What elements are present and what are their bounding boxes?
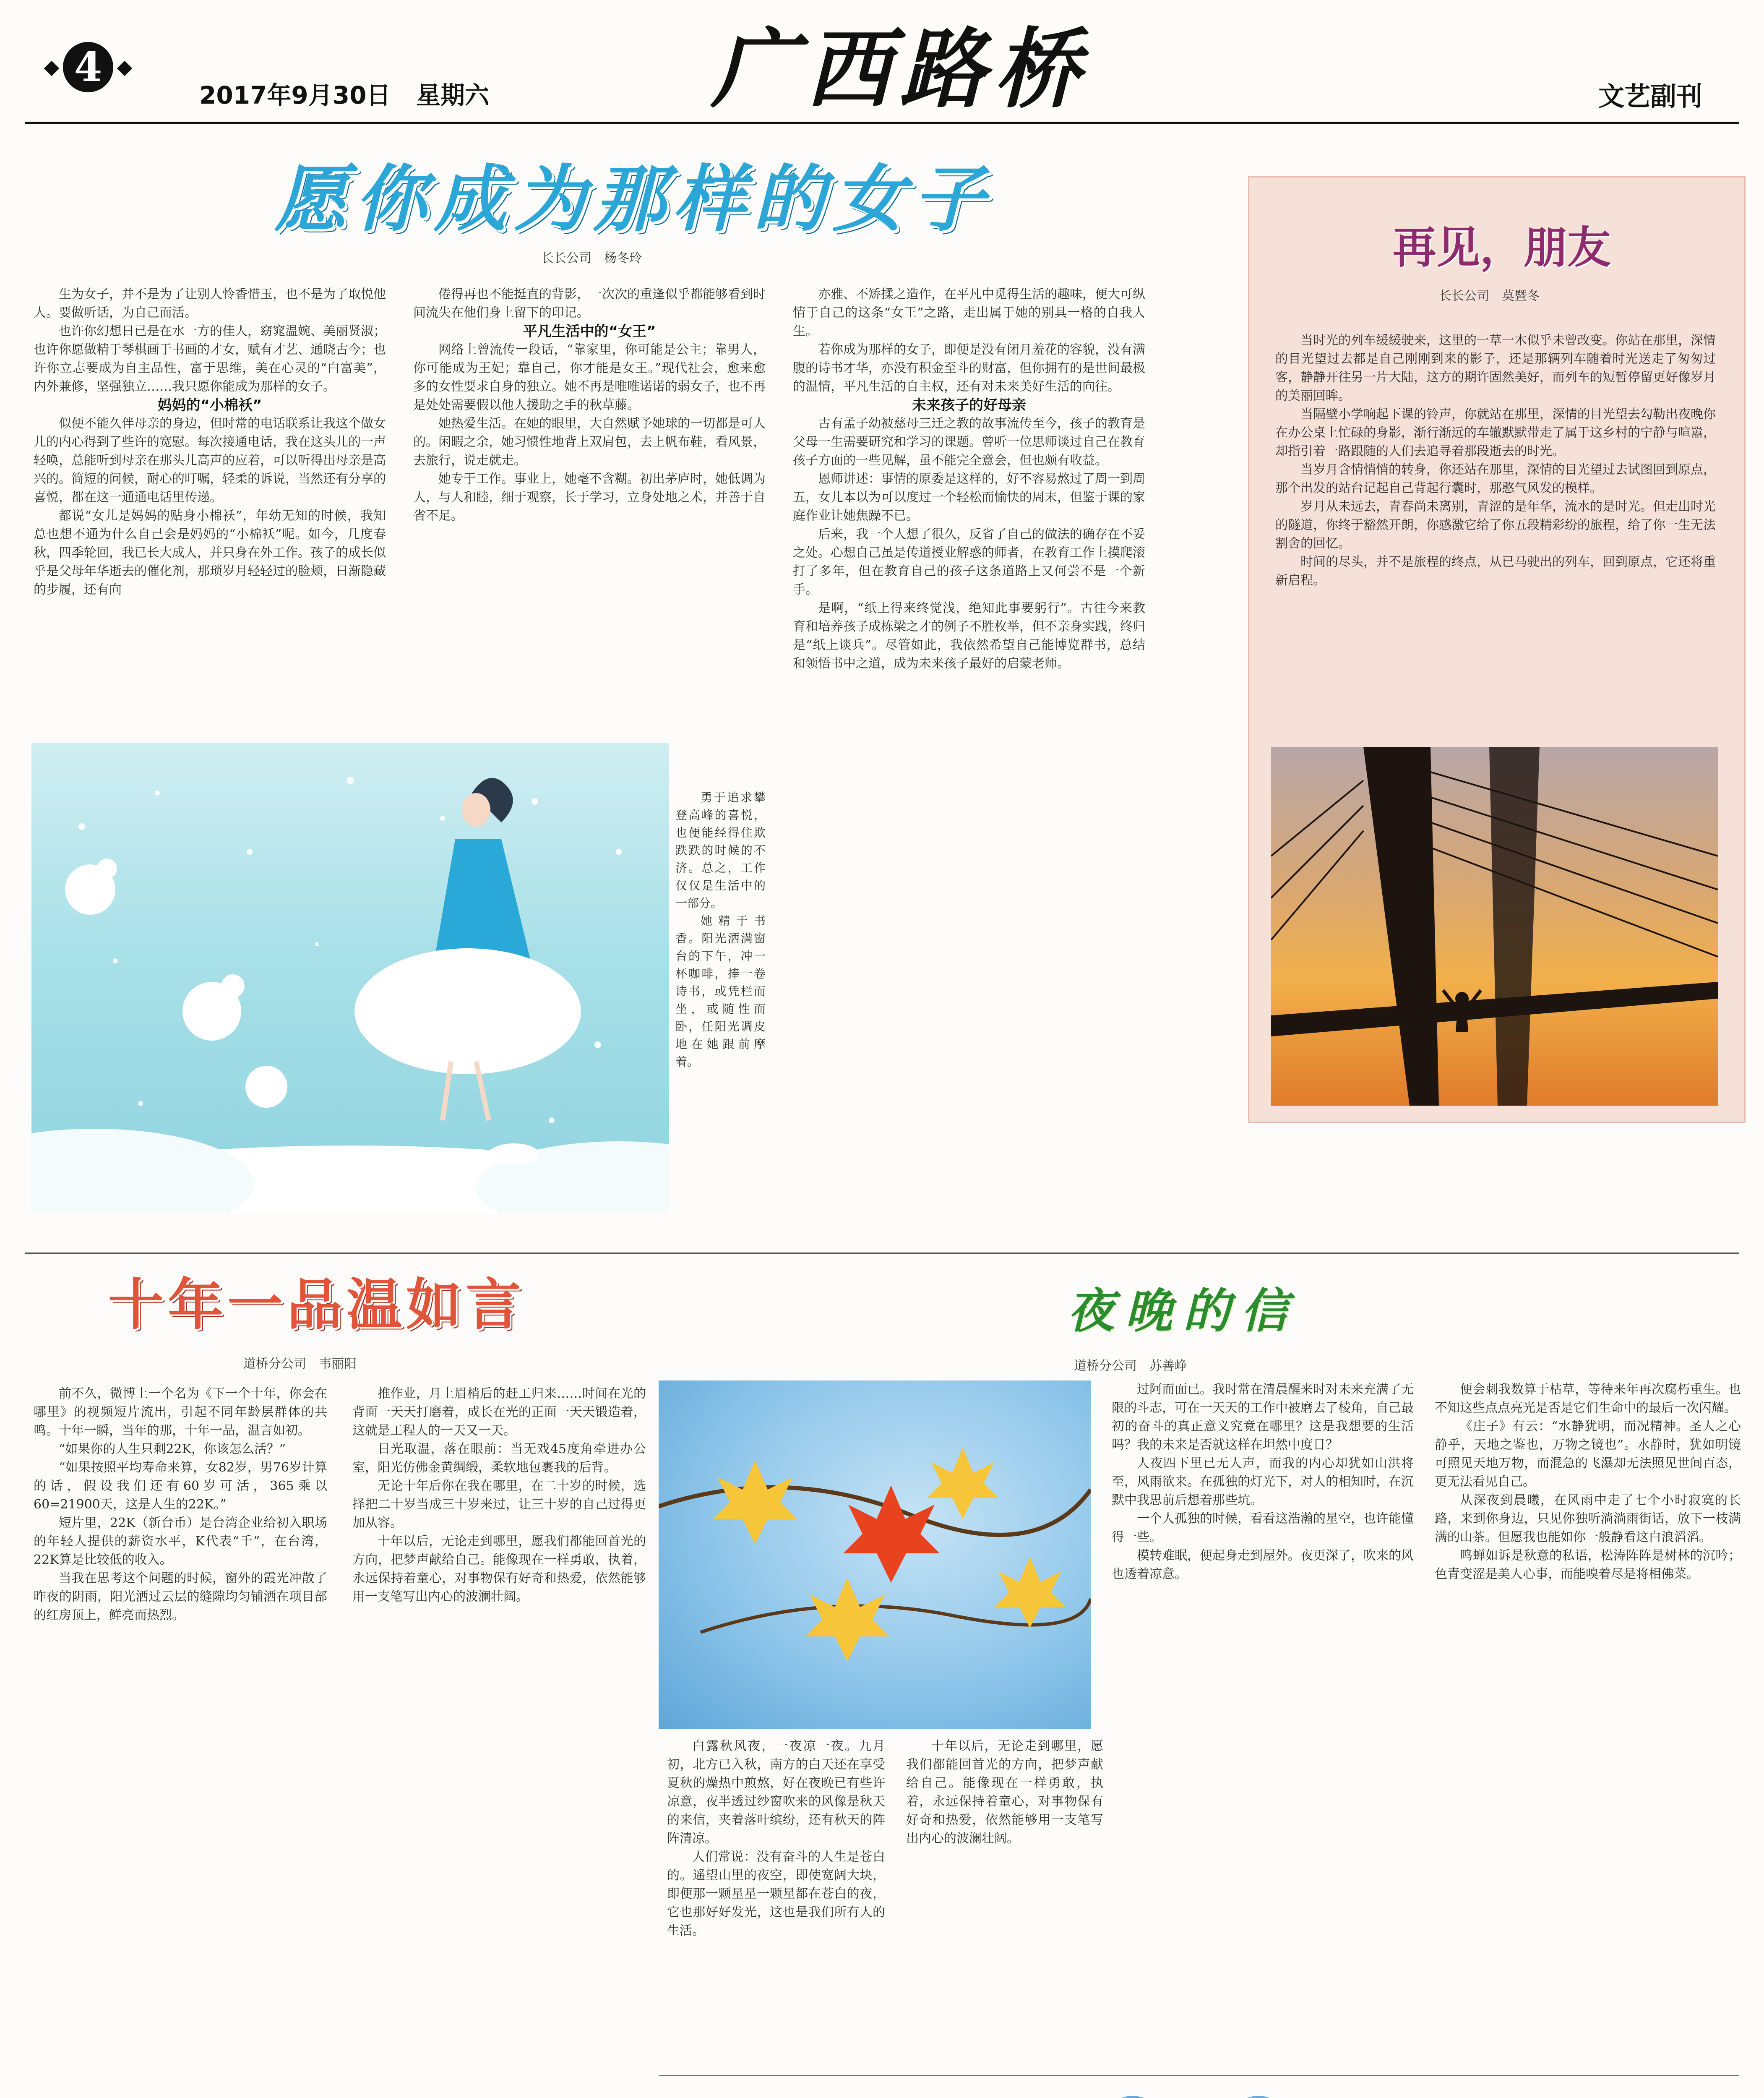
paragraph: 都说“女儿是妈妈的贴身小棉袄”，年幼无知的时候，我知总也想不通为什么自己会是妈妈的“小棉袄”呢。如今，几度春秋，四季轮回，我已长大成人，并只身在外工作。孩子的成长似乎是父母年华逝去的催化剂，那琐岁月轻轻过的脸颊，日渐隐藏的步履，还有向: [34, 509, 386, 597]
paragraph: 恩师讲述：事情的原委是这样的，好不容易熬过了周一到周五，女儿本以为可以度过一个轻松而愉快的周末，但鉴于课的家庭作业让她焦躁不已。: [793, 472, 1145, 523]
section-name: 文艺副刊: [1598, 81, 1703, 112]
paragraph: 一个人孤独的时候，看看这浩瀚的星空，也许能懂得一些。: [1112, 1511, 1414, 1545]
paragraph: 模转难眠，便起身走到屋外。夜更深了，吹来的风也透着凉意。: [1112, 1548, 1414, 1581]
date-text: 2017年9月30日: [199, 81, 391, 110]
masthead: 广西路桥: [711, 19, 1089, 120]
article4-column-3: [1112, 1380, 1414, 2064]
page-number: 4: [63, 42, 113, 92]
paragraph: 她热爱生活。在她的眼里，大自然赋予她球的一切都是可人的。闲暇之余，她习惯性地背上双肩包，去上帆布鞋，看风景，去旅行，说走就走。: [413, 416, 766, 468]
paragraph: 《庄子》有云：“水静犹明，而况精神。圣人之心静乎，天地之鉴也，万物之镜也”。水静时，犹如明镜可照见天地万物，而混急的飞瀑却无法照见世间百态，更无法看见自己。: [1435, 1419, 1741, 1489]
byline-night-letter: 道桥分公司 苏善峥: [1074, 1359, 1187, 1373]
article-title-bridgeman: [1087, 2088, 1313, 2098]
paragraph: 她精于书香。阳光洒满窗台的下午，冲一杯咖啡，捧一卷诗书，或凭栏而坐，或随性而卧，任阳光调皮地在她跟前摩着。: [675, 914, 766, 1069]
paragraph: 岁月从未远去，青春尚未离别，青涩的是年华，流水的是时光。但走出时光的隧道，你终于豁然开朗，你感激它给了你五段精彩纷的旅程，给了你一生无法割舍的回忆。: [1275, 499, 1716, 551]
paragraph: 短片里，22K（新台币）是台湾企业给初入职场的年轻人提供的薪资水平，K代表“千”，在台湾，22K算是比较低的收入。: [34, 1516, 327, 1567]
byline-tenyears: 道桥分公司 韦丽阳: [243, 1357, 357, 1371]
paragraph: 是啊，“纸上得来终觉浅，绝知此事要躬行”。古往今来教育和培养孩子成栋梁之才的例子不胜枚举，但不亲身实践，终归是“纸上谈兵”。尽管如此，我依然希望自己能博览群书，总结和领悟书中之道，成为未来孩子最好的启蒙老师。: [793, 601, 1145, 671]
paragraph: 十年以后，无论走到哪里，愿我们都能回首光的方向，把梦声献给自己。能像现在一样勇敢，执着，永远保持着童心，对事物保有好奇和热爱，依然能够用一支笔写出内心的波澜壮阔。: [906, 1739, 1103, 1846]
diamond-right-icon: [117, 61, 133, 76]
diamond-left-icon: [44, 61, 60, 76]
paragraph: 鸣蝉如诉是秋意的私语，松涛阵阵是树林的沉吟；色青变涩是美人心事，而能嗅着尽是将相佛菜。: [1435, 1548, 1741, 1581]
issue-date: [199, 76, 489, 111]
paragraph: 当隔壁小学响起下课的铃声，你就站在那里，深情的目光望去勾勒出夜晚你在办公桌上忙碌的身影，渐行渐远的车辙默默带走了属于这乡村的宁静与喧嚣，却指引着一路跟随的人们去追寻着那段逝去的时光。: [1275, 407, 1716, 459]
autumn-maple-photo: [659, 1380, 1091, 1729]
article1-column-2b: [675, 789, 766, 1234]
article-title-night-letter: 夜晚的信: [1067, 1284, 1299, 1339]
paragraph: 也许你幻想日已是在水一方的佳人，窈窕温婉、美丽贤淑；也许你愿做精于琴棋画于书画的才女，赋有才艺、通晓古今；也许你立志要成为自主品性，富于思维，美在心灵的“白富美”，内外兼修，坚强独立……我只愿你能成为那样的女子。: [34, 324, 386, 394]
paragraph: 前不久，微博上一个名为《下一个十年，你会在哪里》的视频短片流出，引起不同年龄层群体的共鸣。十年一瞬，当年的那，十年一品，温言如初。: [34, 1386, 327, 1438]
weekday-text: 星期六: [416, 81, 490, 110]
bridge-silhouette-icon: [1271, 747, 1718, 1106]
header-rule: [25, 122, 1739, 124]
paragraph: 她专于工作。事业上，她毫不含糊。初出茅庐时，她低调为人，与人和睦，细于观察，长于学习，立身处地之术，并善于自省不足。: [413, 472, 766, 523]
paragraph: 古有孟子幼被慈母三迁之教的故事流传至今，孩子的教育是父母一生需要研究和学习的课题。曾听一位思师谈过自己在教育孩子方面的一些见解，虽不能完全意会，但也颇有收益。: [793, 416, 1145, 468]
paragraph: 倦得再也不能挺直的背影，一次次的重逢似乎都能够看到时间流失在他们身上留下的印记。: [413, 287, 766, 320]
paragraph: 似便不能久伴母亲的身边，但时常的电话联系让我这个做女儿的内心得到了些许的宽慰。每次接通电话，我在这头儿的一声轻唤，总能听到母亲在那头儿高声的应着，可以听得出母亲是高兴的。简短的问候，耐心的叮嘱，轻柔的诉说，当然还有分享的喜悦，都在这一通通电话里传递。: [34, 416, 386, 505]
paragraph: 白露秋风夜，一夜凉一夜。九月初，北方已入秋，南方的白天还在享受夏秋的燥热中煎熬，好在夜晚已有些许凉意，夜半透过纱窗吹来的风像是秋天的来信，夹着落叶缤纷，还有秋天的阵阵清凉。: [667, 1739, 885, 1846]
paragraph: 人们常说：没有奋斗的人生是苍白的。遥望山里的夜空，即使宽阔大块，即便那一颗星星一颗星都在苍白的夜，它也那好好发光，这也是我们所有人的生活。: [667, 1850, 885, 1938]
winter-girl-illustration: [31, 743, 669, 1213]
article-title-tenyears: 十年一品温如言: [108, 1272, 525, 1337]
subheading-mom: 妈妈的“小棉袄”: [157, 397, 262, 414]
paragraph: 从深夜到晨曦，在风雨中走了七个小时寂寞的长路，来到你身边，只见你独听淌淌雨街话，放下一枝满满的山茶。但愿我也能如你一般静看这白浪滔滔。: [1435, 1493, 1741, 1545]
paragraph: 日光取温，落在眼前：当无戏45度角牵进办公室，阳光仿佛金黄绸缎，柔软地包裹我的后背。: [352, 1442, 646, 1475]
paragraph: “如果你的人生只剩22K，你该怎么活？”: [59, 1442, 286, 1456]
article2-body: [1275, 331, 1716, 751]
article3-column-2: [352, 1385, 646, 2098]
paragraph: 当岁月含情悄悄的转身，你还站在那里，深情的目光望过去试图回到原点，那个出发的站台记起自己背起行囊时，那憨气风发的模样。: [1275, 462, 1716, 496]
paragraph: 无论十年后你在我在哪里，在二十岁的时候，选择把二十岁当成三十岁来过，让三十岁的自己过得更加从容。: [352, 1479, 646, 1530]
winter-scene-icon: [31, 743, 669, 1213]
paragraph: 过阿而面已。我时常在清晨醒来时对未来充满了无限的斗志，可在一天天的工作中被磨去了棱角，自己最初的奋斗的真正意义究竟在哪里？这是我想要的生活吗？我的未来是否就这样在坦然中度日？: [1112, 1382, 1414, 1452]
article-title-goodbye: 再见，朋友: [1392, 222, 1611, 273]
article4-column-4: [1435, 1380, 1741, 2064]
paragraph: 人夜四下里已无人声，而我的内心却犹如山洪将至，风雨欲来。在孤独的灯光下，对人的相知时，在沉默中我思前后想着那些坑。: [1112, 1456, 1414, 1508]
bridge-sunset-photo: [1271, 747, 1718, 1106]
paragraph: 当时光的列车缓缓驶来，这里的一草一木似乎未曾改变。你站在那里，深情的目光望过去都是自己刚刚到来的影子，还是那辆列车随着时光送走了匆匆过客，静静开往另一片大陆，这方的期许固然美好，而列车的短暂停留更好像岁月的美丽回眸。: [1275, 333, 1716, 403]
paragraph: 当我在思考这个问题的时候，窗外的霞光冲散了昨夜的阴雨，阳光洒过云层的缝隙均匀铺洒在项目部的红房顶上，鲜亮而热烈。: [34, 1571, 327, 1623]
paragraph: 勇于追求攀登高峰的喜悦，也便能经得住欺跌跌的时候的不济。总之，工作仅仅是生活中的一部分。: [675, 791, 766, 910]
paragraph: 生为女子，并不是为了让别人怜香惜玉，也不是为了取悦他人。要做听话，为自己而活。: [34, 287, 386, 320]
article1-column-1: [34, 285, 386, 705]
article4-column-1: [667, 1737, 885, 2064]
paragraph: 便会刺我数算于枯草，等待来年再次腐朽重生。也不知这些点点亮光是否是它们生命中的最后一次闪耀。: [1435, 1382, 1741, 1415]
subheading-queen: 平凡生活中的“女王”: [523, 323, 656, 340]
paragraph: 后来，我一个人想了很久，反省了自己的做法的确存在不妥之处。心想自己虽是传道授业解惑的师者，在教育工作上摸爬滚打了多年，但在教育自己的孩子这条道路上又何尝不是一个新手。: [793, 527, 1145, 597]
article1-column-3: [793, 285, 1145, 1238]
article3-column-1: [34, 1385, 327, 2098]
section-divider-2: [659, 2075, 1739, 2076]
paragraph: 推作业，月上眉梢后的赶工归来……时间在光的背面一天天打磨着，成长在光的正面一天天锻造着，这就是工程人的一天又一天。: [352, 1386, 646, 1438]
paragraph: 网络上曾流传一段话，“靠家里，你可能是公主；靠男人，你可能成为王妃；靠自己，你才能是女王。”现代社会，愈来愈多的女性要求自身的独立。她不再是唯唯诺诺的弱女子，也不再是处处需要假以他人援助之手的秋草藤。: [413, 342, 766, 412]
article1-column-2: [413, 285, 766, 789]
subheading-mother: 未来孩子的好母亲: [912, 397, 1026, 414]
article-title-wish: 愿你成为那样的女子: [275, 157, 992, 241]
paragraph: 亦雅、不矫揉之造作，在平凡中觅得生活的趣味，便大可纵情于自己的这条“女王”之路，走出属于她的别具一格的自我人生。: [793, 287, 1145, 339]
paragraph: 十年以后，无论走到哪里，愿我们都能回首光的方向，把梦声献给自己。能像现在一样勇敢，执着，永远保持着童心，对事物保有好奇和热爱，依然能够用一支笔写出内心的波澜壮阔。: [352, 1534, 646, 1604]
paragraph: 时间的尽头，并不是旅程的终点，从已马驶出的列车，回到原点，它还将重新启程。: [1275, 555, 1716, 588]
title-char-2: [1225, 2096, 1292, 2098]
article4-column-2: [906, 1737, 1103, 2064]
page-number-badge: [29, 43, 147, 92]
paragraph: “如果按照平均寿命来算，女82岁，男76岁计算的话，假设我们还有60岁可活，365乘以60=21900天，这是人生的22K。”: [34, 1460, 327, 1512]
byline-wish: 长长公司 杨冬玲: [541, 251, 642, 266]
title-char-1: [1099, 2096, 1166, 2098]
section-divider: [25, 1253, 1739, 1254]
byline-goodbye: 长长公司 莫暨冬: [1439, 289, 1540, 303]
maple-leaves-icon: [659, 1380, 1091, 1729]
paragraph: 若你成为那样的女子，即便是没有闭月羞花的容貌，没有满腹的诗书才华，亦没有积金至斗的财富，但你拥有的是世间最极的温情，平凡生活的自主权，还有对未来美好生活的向往。: [793, 342, 1145, 394]
